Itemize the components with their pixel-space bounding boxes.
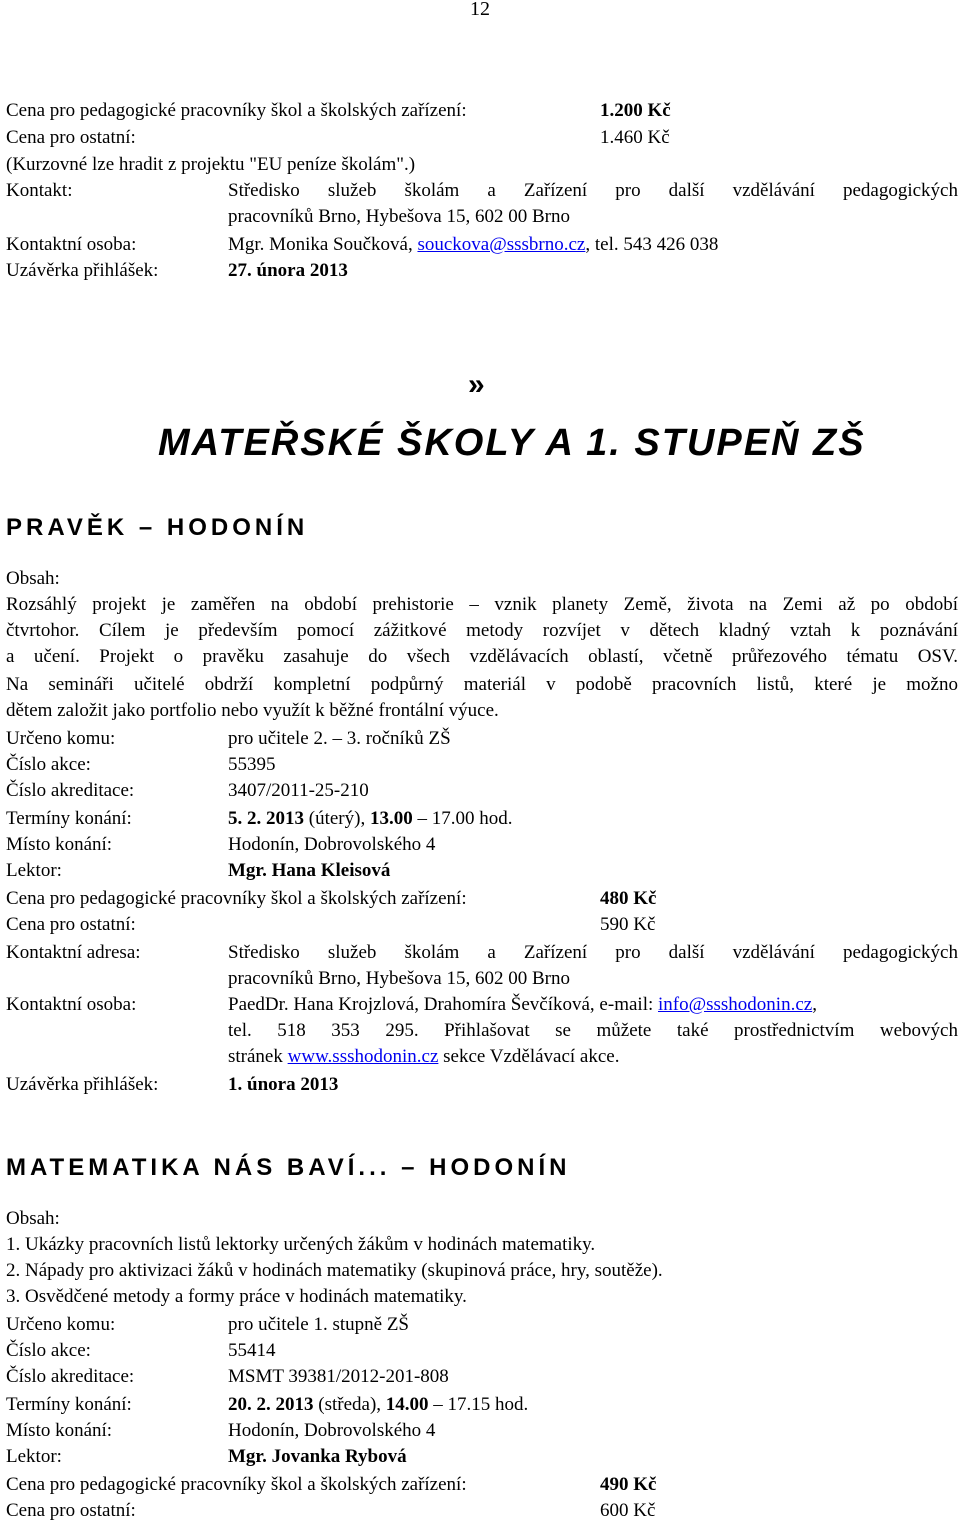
- person-tel: , tel. 543 426 038: [585, 234, 719, 255]
- accred-value: 3407/2011-25-210: [228, 780, 369, 801]
- contact-line2: pracovníků Brno, Hybešova 15, 602 00 Brno: [228, 206, 570, 227]
- dates-value: [228, 806, 512, 832]
- person-name: Mgr. Monika Součková,: [228, 234, 418, 255]
- person-line2: tel. 518 353 295. Přihlašovat se můžete také prostřednictvím webových: [228, 1020, 958, 1041]
- target-label: Určeno komu:: [6, 1314, 116, 1335]
- person-line: [228, 232, 718, 258]
- target-value: pro učitele 2. – 3. ročníků ZŠ: [228, 728, 451, 749]
- place-label: Místo konání:: [6, 1420, 113, 1441]
- price-other-label: Cena pro ostatní:: [6, 914, 136, 935]
- list-item: 1. Ukázky pracovních listů lektorky určených žákům v hodinách matematiky.: [6, 1234, 596, 1255]
- comma: ,: [812, 994, 817, 1015]
- page-number: 12: [470, 0, 490, 20]
- contact-line1: Středisko služeb školám a Zařízení pro další vzdělávání pedagogických: [228, 180, 958, 201]
- end-time: – 17.00 hod.: [412, 808, 513, 829]
- content-label: Obsah:: [6, 1208, 60, 1229]
- web-link[interactable]: www.ssshodonin.cz: [287, 1046, 439, 1067]
- contact-label: Kontakt:: [6, 180, 73, 201]
- course-title: MATEMATIKA NÁS BAVÍ... – HODONÍN: [6, 1154, 571, 1181]
- price-ped-value: 1.200 Kč: [600, 100, 671, 121]
- deadline-value: 1. února 2013: [228, 1074, 339, 1095]
- action-label: Číslo akce:: [6, 754, 91, 775]
- action-value: 55414: [228, 1340, 276, 1361]
- deadline-value: 27. února 2013: [228, 260, 348, 281]
- note: (Kurzovné lze hradit z projektu "EU peníze školám".): [6, 154, 416, 175]
- section-title: MATEŘSKÉ ŠKOLY A 1. STUPEŇ ZŠ: [158, 422, 866, 464]
- email-link[interactable]: souckova@sssbrno.cz: [417, 234, 586, 255]
- price-ped-label: Cena pro pedagogické pracovníky škol a školských zařízení:: [6, 888, 467, 909]
- price-other-label: Cena pro ostatní:: [6, 127, 136, 148]
- desc-line: Na semináři učitelé obdrží kompletní podpůrný materiál v podobě pracovních listů, které je možno: [6, 674, 958, 695]
- address-label: Kontaktní adresa:: [6, 942, 141, 963]
- action-value: 55395: [228, 754, 276, 775]
- desc-line: čtvrtohor. Cílem je především pomocí zážitkové metody rozvíjet v dětech kladný vztah k poznávání: [6, 620, 958, 641]
- price-ped-value: 490 Kč: [600, 1474, 657, 1495]
- end-time: – 17.15 hod.: [428, 1394, 529, 1415]
- accred-label: Číslo akreditace:: [6, 780, 135, 801]
- day: (úterý),: [304, 808, 370, 829]
- desc-line: dětem založit jako portfolio nebo využít k běžné frontální výuce.: [6, 700, 499, 721]
- web-suffix: sekce Vzdělávací akce.: [438, 1046, 620, 1067]
- place-label: Místo konání:: [6, 834, 113, 855]
- start-time: 14.00: [385, 1394, 429, 1415]
- price-ped-label: Cena pro pedagogické pracovníky škol a školských zařízení:: [6, 100, 467, 121]
- person-names: PaedDr. Hana Krojzlová, Drahomíra Ševčíková, e-mail:: [228, 994, 658, 1015]
- content-label: Obsah:: [6, 568, 60, 589]
- desc-line: Rozsáhlý projekt je zaměřen na období prehistorie – vznik planety Země, života na Zemi až po období: [6, 594, 958, 615]
- start-time: 13.00: [369, 808, 413, 829]
- place-value: Hodonín, Dobrovolského 4: [228, 834, 436, 855]
- date: 5. 2. 2013: [228, 808, 304, 829]
- lector-value: Mgr. Hana Kleisová: [228, 860, 391, 881]
- email-link[interactable]: info@ssshodonin.cz: [658, 994, 813, 1015]
- deadline-label: Uzávěrka přihlášek:: [6, 260, 159, 281]
- date: 20. 2. 2013: [228, 1394, 314, 1415]
- lector-label: Lektor:: [6, 860, 62, 881]
- dates-label: Termíny konání:: [6, 1394, 132, 1415]
- target-label: Určeno komu:: [6, 728, 116, 749]
- dates-label: Termíny konání:: [6, 808, 132, 829]
- person-label: Kontaktní osoba:: [6, 234, 137, 255]
- section-arrow: »: [468, 368, 485, 401]
- accred-value: MSMT 39381/2012-201-808: [228, 1366, 449, 1387]
- lector-label: Lektor:: [6, 1446, 62, 1467]
- price-other-value: 600 Kč: [600, 1500, 656, 1521]
- day: (středa),: [313, 1394, 386, 1415]
- lector-value: Mgr. Jovanka Rybová: [228, 1446, 407, 1467]
- person-line3: [228, 1044, 619, 1070]
- dates-value: [228, 1392, 528, 1418]
- price-ped-label: Cena pro pedagogické pracovníky škol a školských zařízení:: [6, 1474, 467, 1495]
- price-ped-value: 480 Kč: [600, 888, 657, 909]
- deadline-label: Uzávěrka přihlášek:: [6, 1074, 159, 1095]
- action-label: Číslo akce:: [6, 1340, 91, 1361]
- person-label: Kontaktní osoba:: [6, 994, 137, 1015]
- list-item: 2. Nápady pro aktivizaci žáků v hodinách matematiky (skupinová práce, hry, soutěže).: [6, 1260, 663, 1281]
- person-line1: [228, 992, 817, 1018]
- price-other-label: Cena pro ostatní:: [6, 1500, 136, 1521]
- accred-label: Číslo akreditace:: [6, 1366, 135, 1387]
- address-line1: Středisko služeb školám a Zařízení pro další vzdělávání pedagogických: [228, 942, 958, 963]
- web-prefix: stránek: [228, 1046, 288, 1067]
- place-value: Hodonín, Dobrovolského 4: [228, 1420, 436, 1441]
- course-title: PRAVĚK – HODONÍN: [6, 514, 309, 541]
- desc-line: a učení. Projekt o pravěku zasahuje do všech vzdělávacích oblastí, včetně průřezového tématu OSV.: [6, 646, 958, 667]
- price-other-value: 1.460 Kč: [600, 127, 670, 148]
- price-other-value: 590 Kč: [600, 914, 656, 935]
- address-line2: pracovníků Brno, Hybešova 15, 602 00 Brno: [228, 968, 570, 989]
- target-value: pro učitele 1. stupně ZŠ: [228, 1314, 409, 1335]
- list-item: 3. Osvědčené metody a formy práce v hodinách matematiky.: [6, 1286, 467, 1307]
